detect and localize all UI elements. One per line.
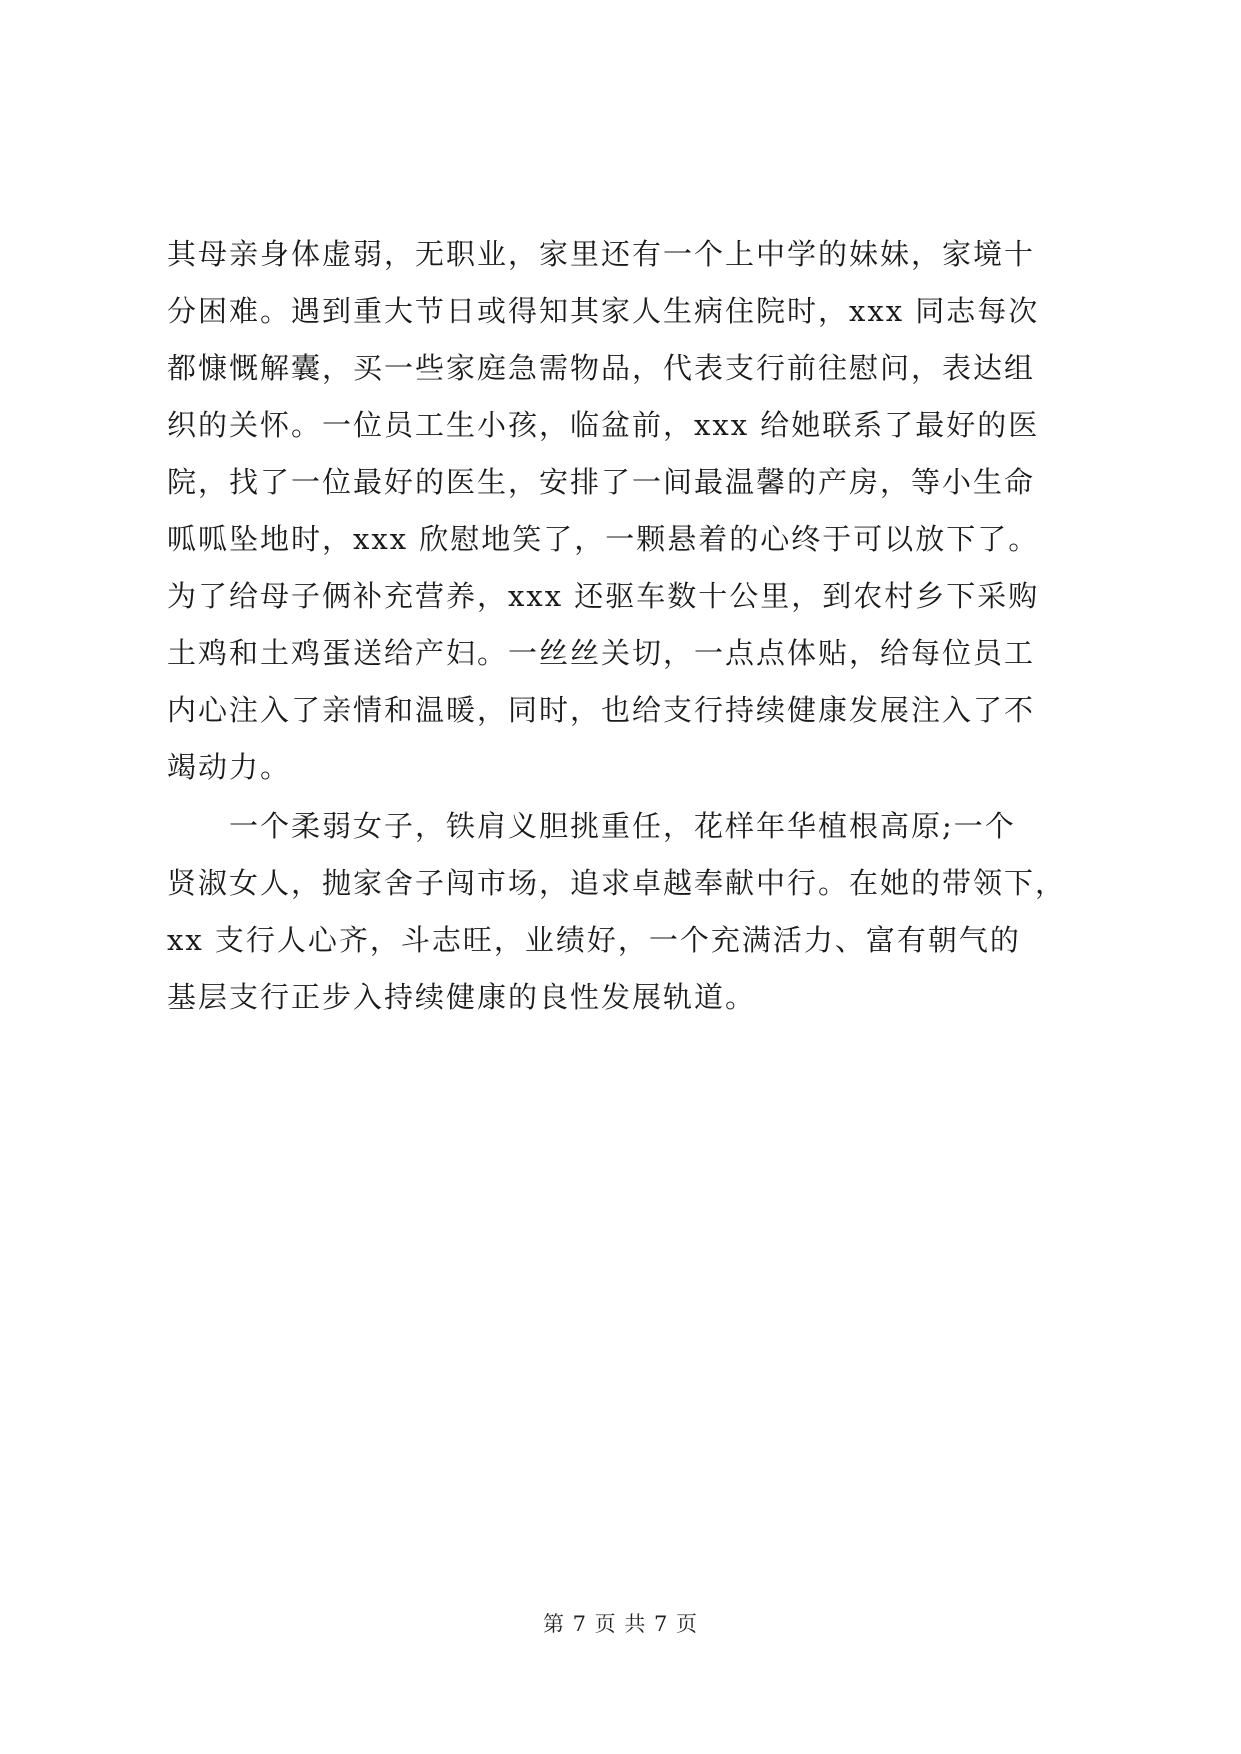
paragraph-2: [167, 798, 1087, 1026]
page-footer: [0, 1609, 1241, 1639]
text-line: 一个柔弱女子，铁肩义胆挑重任，花样年华植根高原;一个: [229, 809, 1016, 843]
text-line: 贤淑女人，抛家舍子闯市场，追求卓越奉献中行。在她的带领下，: [167, 866, 1067, 900]
text-line: 为了给母子俩补充营养，xxx 还驱车数十公里，到农村乡下采购: [167, 579, 1040, 613]
text-line: 院，找了一位最好的医生，安排了一间最温馨的产房，等小生命: [167, 465, 1036, 499]
text-line: 都慷慨解囊，买一些家庭急需物品，代表支行前往慰问，表达组: [167, 351, 1036, 385]
text-line: 织的关怀。一位员工生小孩，临盆前，xxx 给她联系了最好的医: [167, 408, 1040, 442]
text-line: 土鸡和土鸡蛋送给产妇。一丝丝关切，一点点体贴，给每位员工: [167, 636, 1036, 670]
text-line: 基层支行正步入持续健康的良性发展轨道。: [167, 980, 757, 1014]
page-number-label: 第 7 页 共 7 页: [542, 1612, 699, 1636]
paragraph-1: [167, 226, 1087, 796]
text-line: 呱呱坠地时，xxx 欣慰地笑了，一颗悬着的心终于可以放下了。: [167, 522, 1040, 556]
text-line: 其母亲身体虚弱，无职业，家里还有一个上中学的妹妹，家境十: [167, 237, 1036, 271]
text-line: 内心注入了亲情和温暖，同时，也给支行持续健康发展注入了不: [167, 693, 1036, 727]
text-line: xx 支行人心齐，斗志旺，业绩好，一个充满活力、富有朝气的: [167, 923, 1021, 957]
text-line: 竭动力。: [167, 750, 292, 784]
document-body: [167, 226, 1087, 1026]
text-line: 分困难。遇到重大节日或得知其家人生病住院时，xxx 同志每次: [167, 294, 1040, 328]
